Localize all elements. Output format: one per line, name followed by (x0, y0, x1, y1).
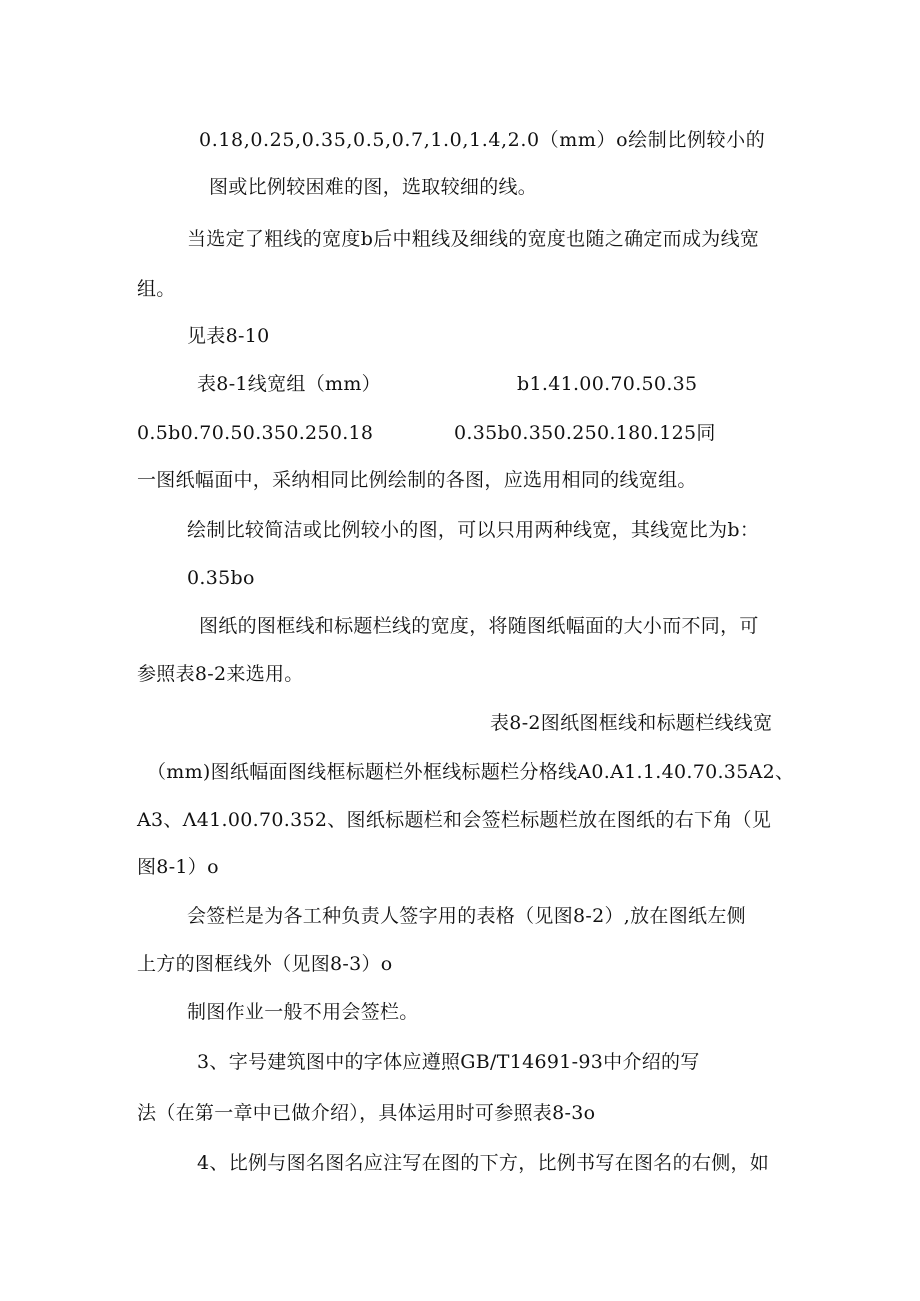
text-line: 图8-1）o (137, 856, 219, 878)
text-line: 图或比例较困难的图，选取较细的线。 (209, 176, 538, 198)
text-line: 表8-2图纸图框线和标题栏线线宽 (490, 712, 773, 734)
text-line: 3、字号建筑图中的字体应遵照GB/T14691-93中介绍的写 (197, 1051, 700, 1073)
text-line: 4、比例与图名图名应注写在图的下方，比例书写在图名的右侧，如 (197, 1152, 770, 1174)
text-line: 参照表8-2来选用。 (137, 663, 304, 685)
text-line: 表8-1线宽组（mm） (197, 373, 381, 395)
text-line: 0.5b0.70.50.350.250.18 (137, 422, 374, 444)
text-line: 上方的图框线外（见图8-3）o (137, 953, 393, 975)
text-line: 会签栏是为各工种负责人签字用的表格（见图8-2）,放在图纸左侧 (187, 905, 746, 927)
text-line: b1.41.00.70.50.35 (517, 373, 698, 395)
text-line: 法（在第一章中已做介绍），具体运用时可参照表8-3o (137, 1102, 596, 1124)
text-line: 当选定了粗线的宽度b后中粗线及细线的宽度也随之确定而成为线宽 (187, 228, 760, 250)
text-line: A3、Λ41.00.70.352、图纸标题栏和会签栏标题栏放在图纸的右下角（见 (137, 809, 772, 831)
text-line: 图纸的图框线和标题栏线的宽度，将随图纸幅面的大小而不同，可 (199, 615, 759, 637)
text-line: （mm)图纸幅面图线框标题栏外框线标题栏分格线A0.A1.1.40.70.35A2、 (147, 761, 795, 783)
text-line: 一图纸幅面中，采纳相同比例绘制的各图，应选用相同的线宽组。 (137, 469, 697, 491)
text-line: 组。 (137, 278, 176, 300)
text-line: 0.18,0.25,0.35,0.5,0.7,1.0,1.4,2.0（mm）o绘制比例较小的 (199, 129, 766, 151)
text-line: 见表8-10 (187, 325, 270, 347)
text-line: 制图作业一般不用会签栏。 (187, 1001, 419, 1023)
text-line: 绘制比较简洁或比例较小的图，可以只用两种线宽，其线宽比为b： (187, 519, 760, 541)
text-line: 0.35b0.350.250.180.125同 (454, 422, 716, 444)
text-line: 0.35bo (187, 567, 255, 589)
